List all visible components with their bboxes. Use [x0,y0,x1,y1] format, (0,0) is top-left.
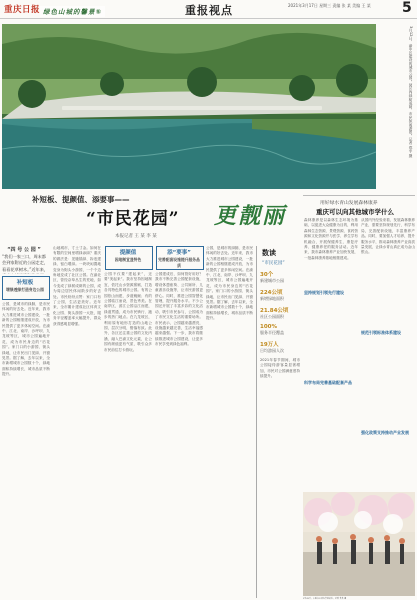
col2-subheading: 增绿透绿打造身边公园 [6,287,44,292]
col3-subheading: 因地制宜显特色 [114,257,142,262]
headline-main: “市民花园” [86,209,180,229]
right-article-col2: 从国内外经验来看，发展森林康养产业，需要坚持规划先行，科学布局，完善配套设施，丰富康养产品。同时，要加强人才培养，提升服务水平，推动森林康养产业高质量发展，让绿水青山真正成为金山银山。 [361,218,415,255]
headline-kicker: 补短板、提颜值、添要事—— [32,195,130,204]
section-title: 重报视点 [185,4,233,17]
data-stats-list [260,270,300,478]
col5-body: 公园，是城市的绿肺，是市民休闲的好去处。近年来，我市大力推进城市公园建设，一批新的公园相继建成开放，为市民提供了更多休闲空间。在渝中、江北、南岸、沙坪坝、九龙坡等区，城市公园遍地开花，成为市民身边的“后花园”。家门口的小游园、街头绿地，让市民出门见绿、开窗见景。据了解，去年以来，全市新增城市公园数十个，绿地面积持续增长，城市品质不断提升。 [206,246,253,321]
headline-accent: 更靓丽 [214,203,287,229]
col2-body: 山地城市，寸土寸金。如何在有限的空间里增绿添绿？重庆的做法是：见缝插绿、拆违建绿、留白增绿。一块块闲置地变身为街头小游园，一个个边角地变成了社区公园。在渝北区，曾经杂草丛生的荒地，如今变成了绿树成荫的公园，成为周边居民休闲散步的好去处。市民纷纷点赞：家门口有了公园，生活更美好。近年来，全市累计建成社区体育文化公园、街头游园一大批，服务半径覆盖率大幅提升，群众获得感明显增强。 [53,246,101,326]
right-article-kicker: 用好绿水青山发展森林康养 [320,201,378,206]
bottom-photo-caption: 2月28日，市民在公园内赏花游玩。记者 某某 摄 [303,598,347,600]
col3-body: 公园不仅要“建起来”，还要“美起来”。我市坚持因地制宜，依托山水资源禀赋，打造各具特色的城市公园。有的公园依山而建，步道蜿蜒；有的公园临江而设，景色秀美。在南岸区，滨江公园沿江而建，绿道贯通，成为市民骑行、跑步的热门地点。在九龙坡区，利用原有地形打造的山地公园，层次分明，错落有致。此外，各区还注重公园的文化内涵，融入巴渝文化元素，让公园有颜值更有气质，吸引众多市民前往打卡游玩。 [104,272,152,352]
right-article-col1: 森林康养是以森林生态环境为基础，以促进大众健康为目的，利用森林生态资源、景观资源、食药资源和文化资源并与医学、养生学有机融合，开展保健养生、康复疗养、健康养老的服务活动。近年来，我市森林康养产业加快发展，一批森林康养基地相继建成。 [304,218,358,260]
col3-heading: 提颜值 [119,250,137,256]
col1-lead: “我们一家三口，周末都会到家附近的公园走走，看看花草树木。”近年来， [2,254,49,272]
stat-item [260,288,300,302]
stat-item [260,340,300,354]
stat-item [260,324,300,336]
right-article-title: 重庆可以向其他城市学什么 [316,208,394,216]
right-subhead-2: 科学布局完善基础配套产品 [304,380,352,385]
page-number: 5 [402,0,412,16]
byline: 本报记者 王 某 李 某 [115,234,157,239]
stat-label: 日均游园人次 [260,348,284,353]
flower-photo-illustration [303,492,415,596]
park-photo-illustration [2,24,376,189]
stat-item [260,306,300,320]
stat-value: 19万人 [260,342,279,348]
stat-value: 30个 [260,272,274,278]
stat-label: 新建城市公园 [260,278,284,283]
dateline: 2021年3月17日 星期三 责编 张 某 美编 王 某 [288,3,371,8]
stat-label: 社区公园面积 [260,314,284,319]
col2-heading: 补短板 [16,280,34,286]
right-subhead-4: 强化政策支持推动产业发展 [361,430,409,435]
stat-label: 服务半径覆盖 [260,330,284,335]
series-label: 绿色山城的馨景⑤ [40,6,105,17]
col4-subheading: 完善配套设施提升服务品质 [158,257,200,268]
stat-value: 100% [260,324,277,330]
col1-body: 公园，是城市的绿肺，是市民休闲的好去处。近年来，我市大力推进城市公园建设，一批新的公园相继建成开放，为市民提供了更多休闲空间。在渝中、江北、南岸、沙坪坝、九龙坡等区，城市公园遍地开花，成为市民身边的“后花园”。家门口的小游园、街头绿地，让市民出门见绿、开窗见景。据了解，去年以来，全市新增城市公园数十个，绿地面积持续增长，城市品质不断提升。 [2,302,50,377]
right-subhead-1: 坚持规划引领先行建设 [304,290,344,295]
stat-label: 新增绿地面积 [260,296,284,301]
newspaper-logo: 重庆日报 [4,5,41,15]
stat-value: 224公顷 [260,290,283,296]
data-sidebar-note: 2021年春节期间，城市公园接待游客量显著增加，市民对公园满意度持续提升。 [260,358,300,379]
data-sidebar-subtitle: “市民花园” [262,261,285,266]
stat-value: 21.84公顷 [260,308,289,314]
flower-photo [303,492,415,596]
col1-heading: “四 号 公 园 ” [7,247,41,253]
right-subhead-3: 规范引领标准体系建设 [361,330,401,335]
photo-caption: 3月12日，渝中区建设的城市公园。园区内绿树成荫，市民休闲游憩。记者 郑宇 摄 [409,26,413,158]
col4-heading: 添“要事” [167,250,191,256]
stat-item [260,270,300,284]
col4-body: 公园建成后，如何管好用好？我市不断完善公园配套设施，增设休憩座椅、公共厕所、儿童游乐设施等，让市民游园更舒心。同时，推进公园智慧化管理，提升服务水平。不少公园还开展了丰富多彩的文化活动，吸引市民参与，公园成为了市民文化生活的重要场所。市民表示，公园越来越漂亮，设施越来越完善，生活幸福感越来越强。下一步，我市将继续推进城市公园建设，让更多市民享受到绿色福利。 [155,272,203,347]
right-article-rule [303,195,415,196]
park-photo [2,24,376,189]
data-sidebar-title: 数读 [262,249,276,257]
